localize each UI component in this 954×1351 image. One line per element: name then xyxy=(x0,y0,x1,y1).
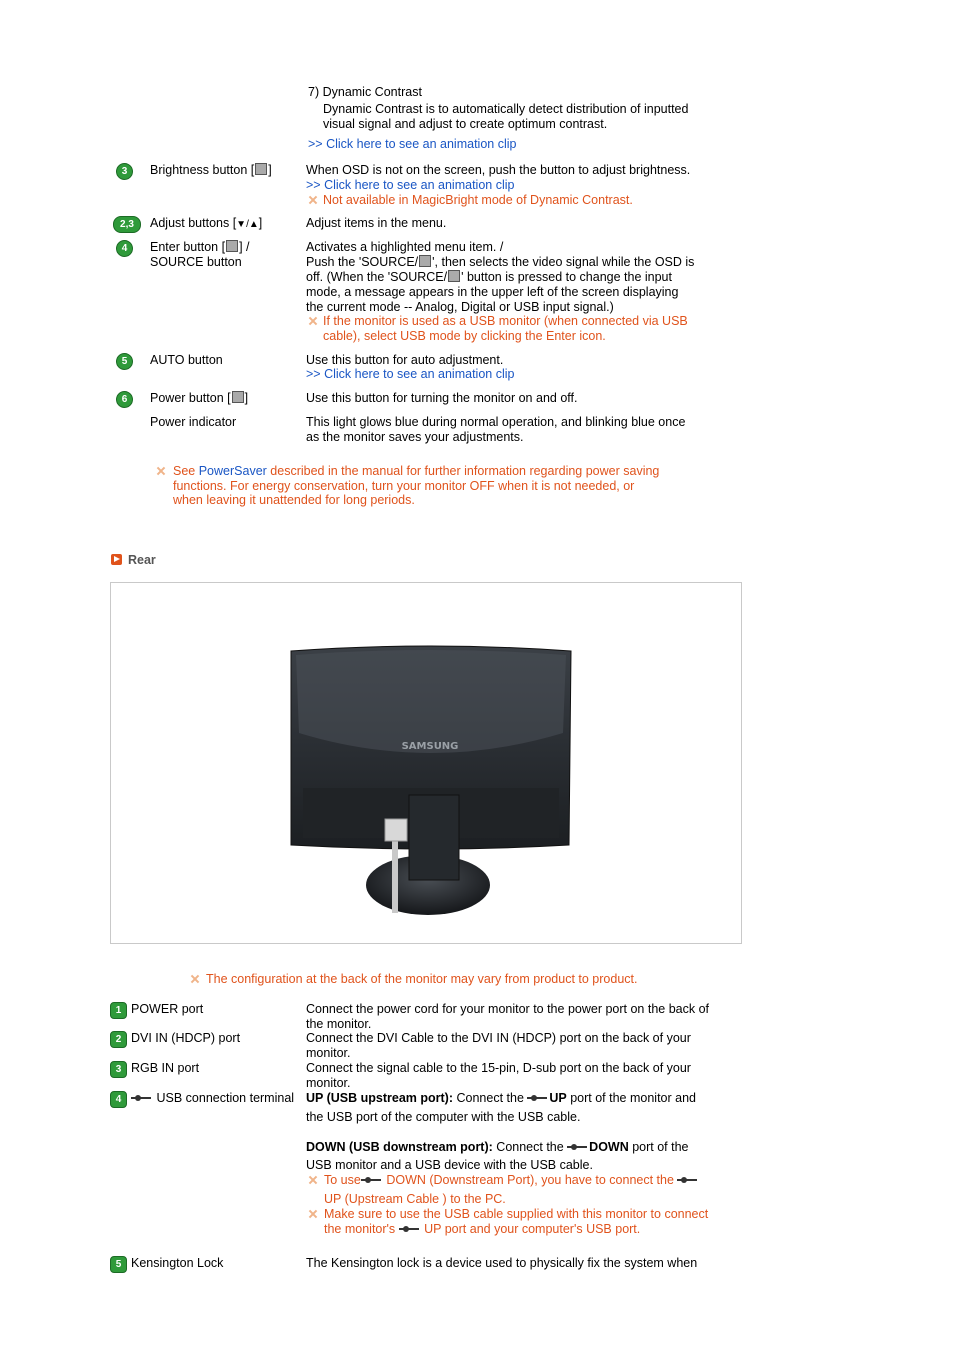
powersaver-note-1: See PowerSaver described in the manual for further information regarding power saving xyxy=(173,464,660,478)
dvi-port-desc-2: monitor. xyxy=(306,1046,351,1060)
enter-desc-2: Push the 'SOURCE/ ', then selects the video signal while the OSD is xyxy=(306,255,695,269)
brightness-note: Not available in MagicBright mode of Dynamic Contrast. xyxy=(323,193,633,207)
powersaver-note-3: when leaving it unattended for long periods. xyxy=(173,493,415,507)
usb-note-2a: Make sure to use the USB cable supplied with this monitor to connect xyxy=(324,1207,709,1221)
samsung-logo: SAMSUNG xyxy=(401,741,459,752)
power-port-desc-1: Connect the power cord for your monitor to the power port on the back of xyxy=(306,1002,709,1016)
dynamic-contrast-title: 7) Dynamic Contrast xyxy=(308,85,422,99)
number-badge: 6 xyxy=(116,391,133,408)
usb-note-2b: the monitor's UP port and your computer's USB port. xyxy=(324,1222,641,1236)
usb-note-1b: UP (Upstream Cable ) to the PC. xyxy=(324,1192,506,1206)
power-button-label: Power button [ ] xyxy=(150,391,249,405)
powersaver-note-2: functions. For energy conservation, turn your monitor OFF when it is not needed, or xyxy=(173,479,635,493)
enter-button-label: Enter button [ ] / xyxy=(150,240,250,254)
number-badge: 2,3 xyxy=(113,216,141,233)
note-icon xyxy=(308,1209,318,1219)
usb-icon xyxy=(361,1175,383,1185)
number-badge: 5 xyxy=(116,353,133,370)
auto-desc: Use this button for auto adjustment. xyxy=(306,353,504,367)
usb-icon xyxy=(399,1224,421,1234)
auto-button-label: AUTO button xyxy=(150,353,223,367)
number-badge: 5 xyxy=(110,1256,127,1273)
number-badge: 4 xyxy=(116,240,133,257)
number-badge: 4 xyxy=(110,1091,127,1108)
brightness-desc: When OSD is not on the screen, push the button to adjust brightness. xyxy=(306,163,691,177)
enter-desc-4: mode, a message appears in the upper left of the screen displaying xyxy=(306,285,679,299)
auto-animation-link[interactable]: >> Click here to see an animation clip xyxy=(306,367,515,381)
rgb-port-desc-1: Connect the signal cable to the 15-pin, D-sub port on the back of your xyxy=(306,1061,691,1075)
powersaver-link[interactable]: PowerSaver xyxy=(198,464,267,478)
usb-down-desc-1: DOWN (USB downstream port): Connect the DOWN port of the xyxy=(306,1140,689,1154)
dynamic-contrast-animation-link[interactable]: >> Click here to see an animation clip xyxy=(308,137,517,151)
enter-desc-5: the current mode -- Analog, Digital or USB input signal.) xyxy=(306,300,614,314)
usb-up-desc-1: UP (USB upstream port): Connect the UP port of the monitor and xyxy=(306,1091,696,1105)
adjust-buttons-label: Adjust buttons [▼/▲] xyxy=(150,216,263,230)
down-up-arrow-icon: ▼/▲ xyxy=(236,219,259,230)
dynamic-contrast-desc-2: visual signal and adjust to create optimum contrast. xyxy=(323,117,608,131)
power-cable-plug xyxy=(385,819,407,841)
note-icon xyxy=(156,466,166,476)
power-indicator-label: Power indicator xyxy=(150,415,237,429)
power-port-label: POWER port xyxy=(131,1002,204,1016)
power-port-desc-2: the monitor. xyxy=(306,1017,372,1031)
source-button-label: SOURCE button xyxy=(150,255,242,269)
rgb-port-label: RGB IN port xyxy=(131,1061,200,1075)
source-icon xyxy=(448,270,460,282)
monitor-rear-image xyxy=(111,583,741,943)
dvi-port-label: DVI IN (HDCP) port xyxy=(131,1031,241,1045)
dynamic-contrast-desc-1: Dynamic Contrast is to automatically detect distribution of inputted xyxy=(323,102,689,116)
enter-icon xyxy=(226,240,238,252)
note-icon xyxy=(308,1175,318,1185)
usb-icon xyxy=(677,1175,699,1185)
power-button-desc: Use this button for turning the monitor on and off. xyxy=(306,391,578,405)
brightness-animation-link[interactable]: >> Click here to see an animation clip xyxy=(306,178,515,192)
enter-desc-1: Activates a highlighted menu item. / xyxy=(306,240,504,254)
number-badge: 1 xyxy=(110,1002,127,1019)
usb-down-desc-2: USB monitor and a USB device with the USB cable. xyxy=(306,1158,593,1172)
usb-icon xyxy=(527,1093,549,1103)
rear-image-frame xyxy=(110,582,742,944)
note-icon xyxy=(308,316,318,326)
power-indicator-desc-1: This light glows blue during normal operation, and blinking blue once xyxy=(306,415,686,429)
usb-icon xyxy=(131,1093,153,1103)
adjust-desc: Adjust items in the menu. xyxy=(306,216,447,230)
dvi-port-desc-1: Connect the DVI Cable to the DVI IN (HDCP) port on the back of your xyxy=(306,1031,691,1045)
kensington-label: Kensington Lock xyxy=(131,1256,224,1270)
power-indicator-desc-2: as the monitor saves your adjustments. xyxy=(306,430,524,444)
section-arrow-icon xyxy=(111,554,122,565)
usb-icon xyxy=(567,1142,589,1152)
enter-note-2: cable), select USB mode by clicking the Enter icon. xyxy=(323,329,606,343)
number-badge: 3 xyxy=(110,1061,127,1078)
kensington-desc: The Kensington lock is a device used to physically fix the system when xyxy=(306,1256,698,1270)
enter-desc-3: off. (When the 'SOURCE/ ' button is pressed to change the input xyxy=(306,270,672,284)
note-icon xyxy=(190,974,200,984)
brightness-button-label: Brightness button [ ] xyxy=(150,163,272,177)
rgb-port-desc-2: monitor. xyxy=(306,1076,351,1090)
usb-note-1a: To use DOWN (Downstream Port), you have to connect the xyxy=(324,1173,699,1188)
power-icon xyxy=(232,391,244,403)
number-badge: 3 xyxy=(116,163,133,180)
rear-heading: Rear xyxy=(128,553,156,567)
source-icon xyxy=(419,255,431,267)
enter-note-1: If the monitor is used as a USB monitor (when connected via USB xyxy=(323,314,688,328)
usb-up-desc-2: the USB port of the computer with the USB cable. xyxy=(306,1110,581,1124)
note-icon xyxy=(308,195,318,205)
rear-config-note: The configuration at the back of the monitor may vary from product to product. xyxy=(206,972,638,986)
usb-terminal-label: USB connection terminal xyxy=(131,1091,294,1106)
number-badge: 2 xyxy=(110,1031,127,1048)
brightness-icon xyxy=(255,163,267,175)
